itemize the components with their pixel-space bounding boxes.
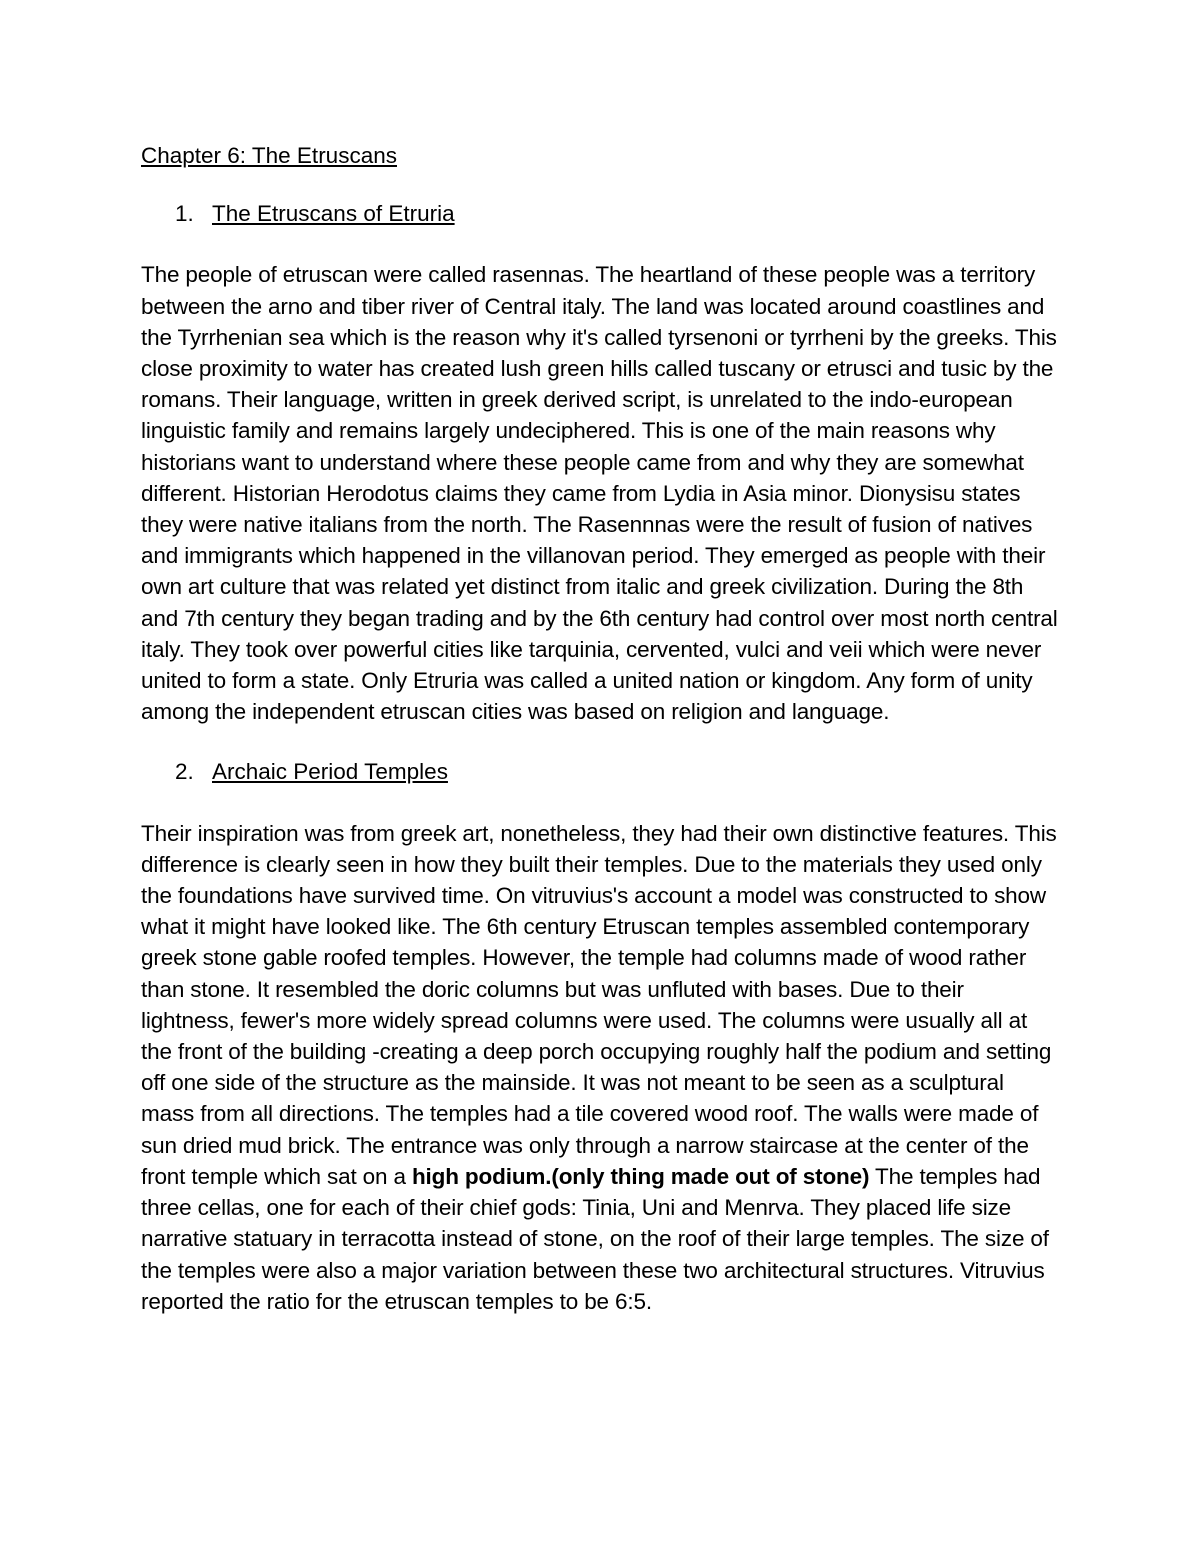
- section-heading-text: The Etruscans of Etruria: [212, 201, 455, 227]
- section-archaic-period-temples: [141, 756, 1061, 1316]
- section-heading: [141, 756, 1061, 787]
- section-number: 1.: [175, 201, 194, 227]
- section-heading: [141, 198, 1061, 229]
- section-etruscans-of-etruria: [141, 198, 1061, 727]
- section-paragraph: The people of etruscan were called rasennas. The heartland of these people was a territory between the arno and tiber river of Central italy. The land was located around coastlines and the Tyrrhenian sea which is the reason why it's called tyrsenoni or tyrrheni by the greeks. This close proximity to water has created lush green hills called tuscany or etrusci and tusic by the romans. Their language, written in greek derived script, is unrelated to the indo-european linguistic family and remains largely undeciphered. This is one of the main reasons why historians want to understand where these people came from and why they are somewhat different. Historian Herodotus claims they came from Lydia in Asia minor. Dionysisu states they were native italians from the north. The Rasennnas were the result of fusion of natives and immigrants which happened in the villanovan period. They emerged as people with their own art culture that was related yet distinct from italic and greek civilization. During the 8th and 7th century they began trading and by the 6th century had control over most north central italy. They took over powerful cities like tarquinia, cervented, vulci and veii which were never united to form a state. Only Etruria was called a united nation or kingdom. Any form of unity among the independent etruscan cities was based on religion and language.: [141, 262, 1058, 725]
- section-paragraph: [141, 818, 1061, 1317]
- paragraph-text-after-bold: The temples had three cellas, one for each of their chief gods: Tinia, Uni and Menrva. They placed life size narrative statuary in terracotta instead of stone, on the roof of their large temples. The size of the temples were also a major variation between these two architectural structures. Vitruvius reported the ratio for the etruscan temples to be 6:5.: [141, 1163, 1049, 1314]
- document-title: Chapter 6: The Etruscans: [141, 143, 397, 168]
- section-heading-text: Archaic Period Temples: [212, 759, 448, 785]
- document-page: [141, 140, 1061, 1317]
- section-number: 2.: [175, 759, 194, 785]
- paragraph-text-before-bold: Their inspiration was from greek art, nonetheless, they had their own distinctive features. This difference is clearly seen in how they built their temples. Due to the materials they used only the foundations have survived time. On vitruvius's account a model was constructed to show what it might have looked like. The 6th century Etruscan temples assembled contemporary greek stone gable roofed temples. However, the temple had columns made of wood rather than stone. It resembled the doric columns but was unfluted with bases. Due to their lightness, fewer's more widely spread columns were used. The columns were usually all at the front of the building -creating a deep porch occupying roughly half the podium and setting off one side of the structure as the mainside. It was not meant to be seen as a sculptural mass from all directions. The temples had a tile covered wood roof. The walls were made of sun dried mud brick. The entrance was only through a narrow staircase at the center of the front temple which sat on a: [141, 820, 1057, 1189]
- bold-emphasis-text: high podium.(only thing made out of stone): [411, 1163, 870, 1189]
